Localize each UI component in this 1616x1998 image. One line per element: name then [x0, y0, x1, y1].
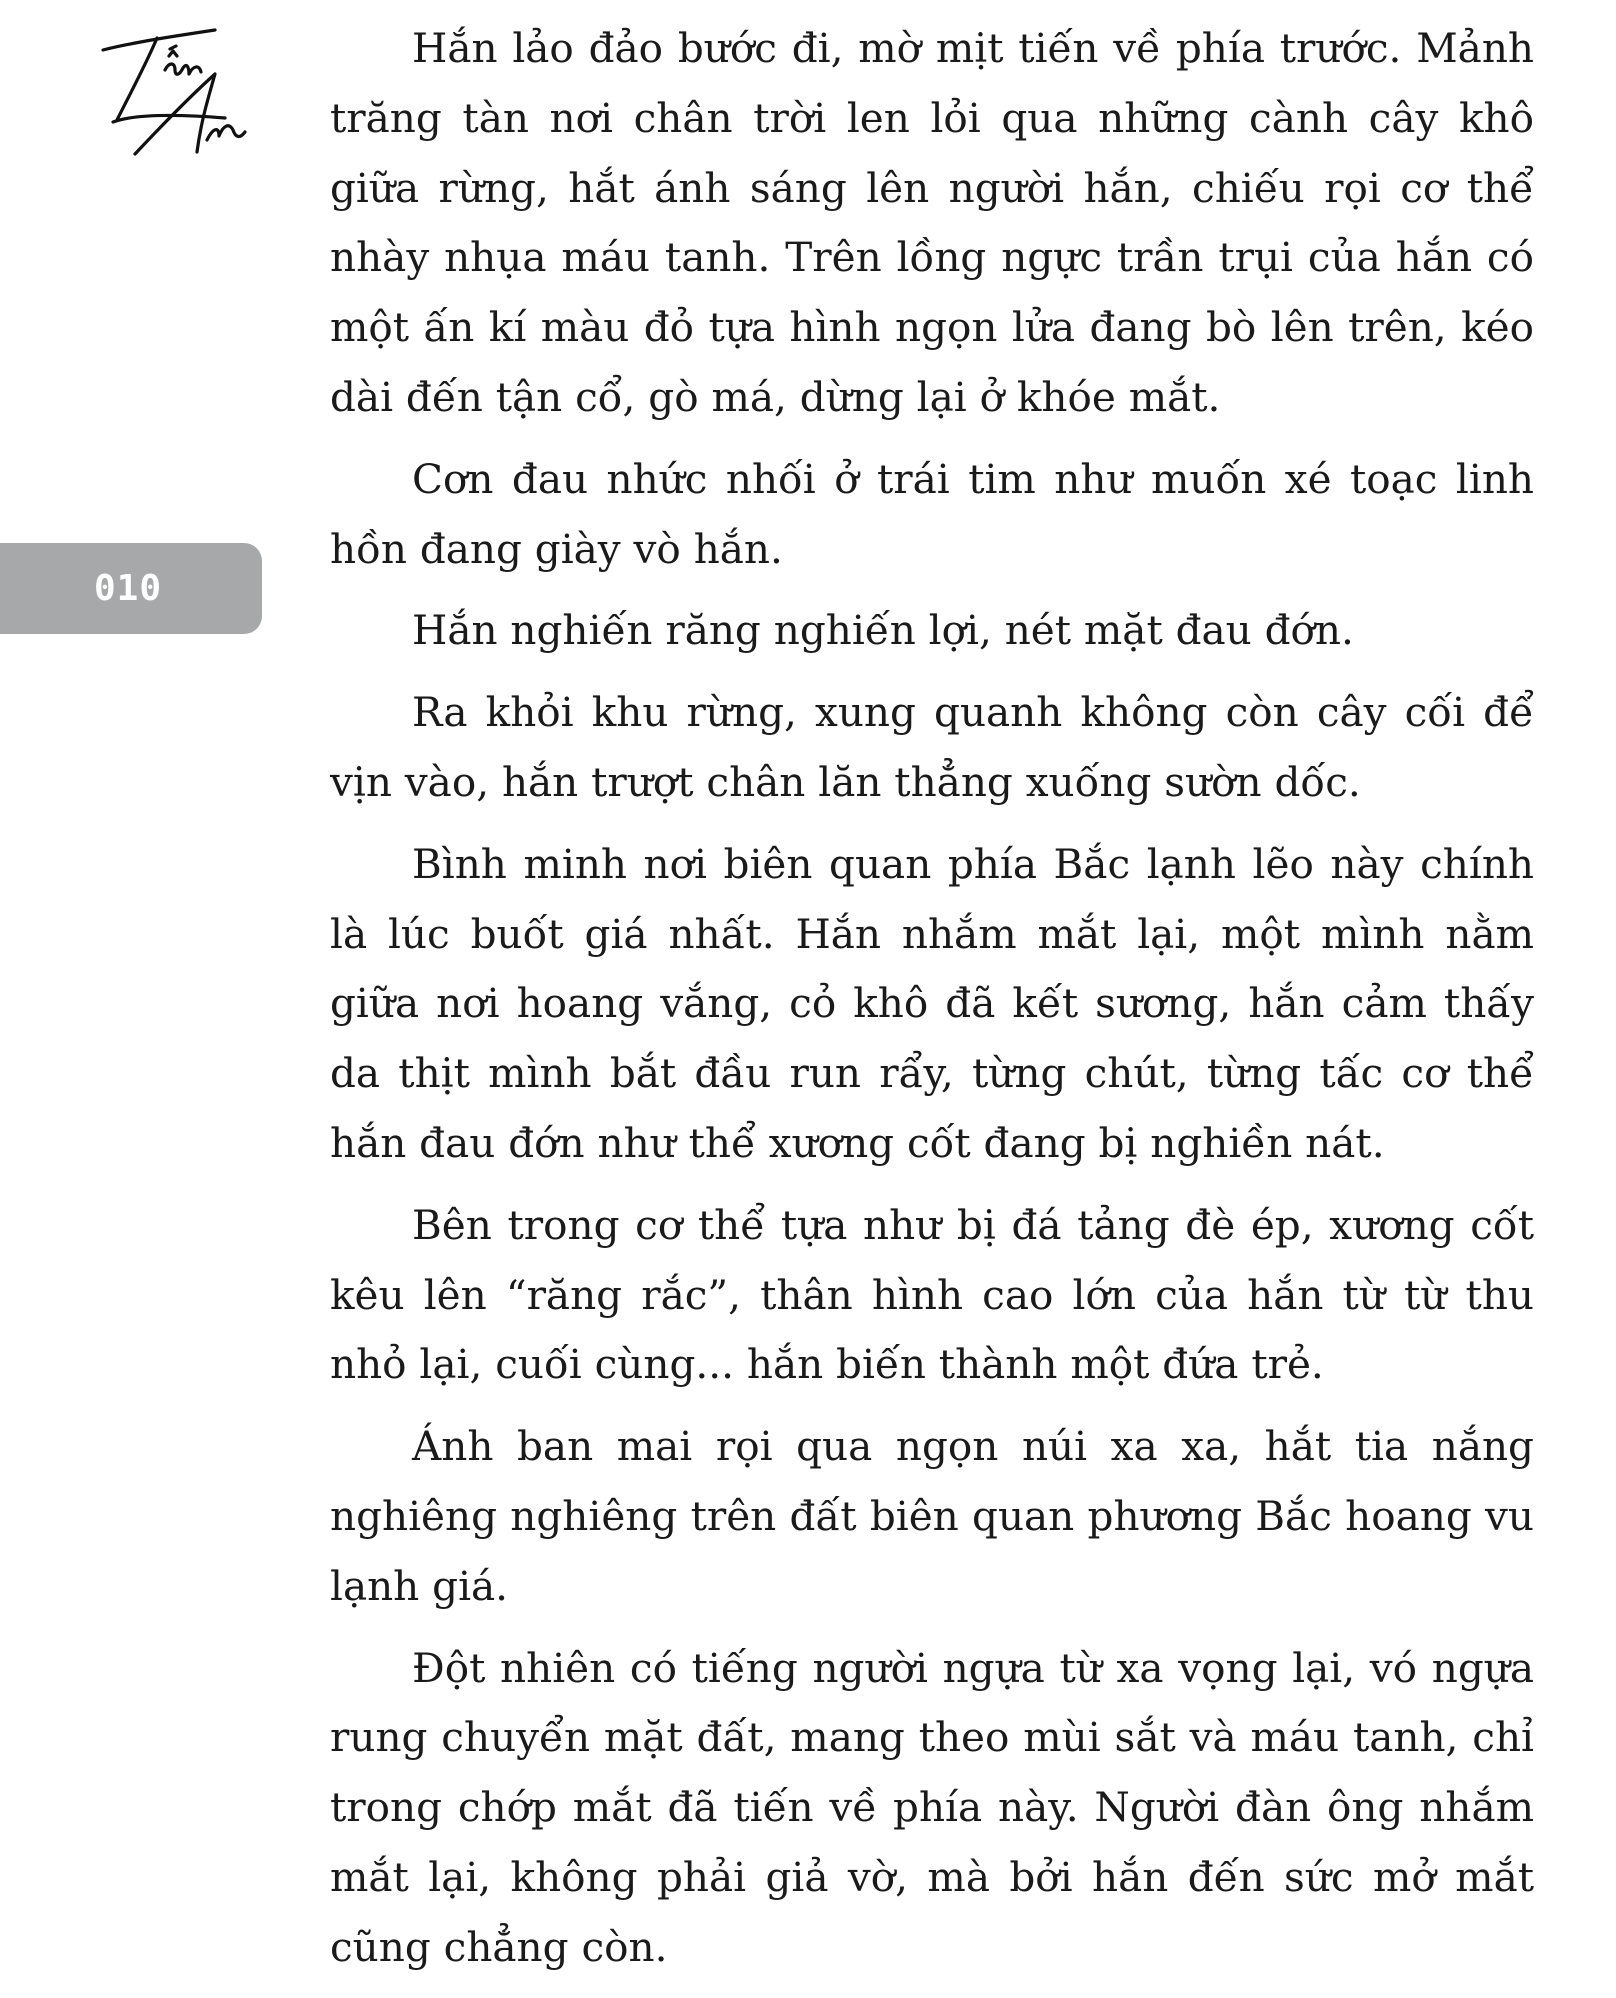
body-text — [330, 14, 1534, 1995]
paragraph: Bên trong cơ thể tựa như bị đá tảng đè ép, xương cốt kêu lên “răng rắc”, thân hình cao lớn của hắn từ từ thu nhỏ lại, cuối cùng... hắn biến thành một đứa trẻ. — [330, 1200, 1534, 1389]
paragraph: Ra khỏi khu rừng, xung quanh không còn cây cối để vịn vào, hắn trượt chân lăn thẳng xuống sườn dốc. — [330, 688, 1534, 806]
paragraph: Hắn nghiến răng nghiến lợi, nét mặt đau đớn. — [412, 606, 1354, 655]
signature-logo-svg — [95, 22, 275, 182]
paragraph: Ánh ban mai rọi qua ngọn núi xa xa, hắt tia nắng nghiêng nghiêng trên đất biên quan phương Bắc hoang vu lạnh giá. — [330, 1422, 1534, 1610]
page-number-tab — [0, 543, 262, 634]
paragraph: Hắn lảo đảo bước đi, mờ mịt tiến về phía trước. Mảnh trăng tàn nơi chân trời len lỏi qua những cành cây khô giữa rừng, hắt ánh sáng lên người hắn, chiếu rọi cơ thể nhày nhụa máu tanh. Trên lồng ngực trần trụi của hắn có một ấn kí màu đỏ tựa hình ngọn lửa đang bò lên trên, kéo dài đến tận cổ, gò má, dừng lại ở khóe mắt. — [330, 24, 1534, 421]
signature-logo — [95, 22, 275, 182]
page-number: 010 — [93, 568, 163, 609]
paragraph: Bình minh nơi biên quan phía Bắc lạnh lẽo này chính là lúc buốt giá nhất. Hắn nhắm mắt lại, một mình nằm giữa nơi hoang vắng, cỏ khô đã kết sương, hắn cảm thấy da thịt mình bắt đầu run rẩy, từng chút, từng tấc cơ thể hắn đau đớn như thể xương cốt đang bị nghiền nát. — [330, 839, 1534, 1167]
paragraph: Cơn đau nhức nhối ở trái tim như muốn xé toạc linh hồn đang giày vò hắn. — [330, 454, 1534, 573]
paragraph: Đột nhiên có tiếng người ngựa từ xa vọng lại, vó ngựa rung chuyển mặt đất, mang theo mùi sắt và máu tanh, chỉ trong chớp mắt đã tiến về phía này. Người đàn ông nhắm mắt lại, không phải giả vờ, mà bởi hắn đến sức mở mắt cũng chẳng còn. — [330, 1643, 1534, 1971]
